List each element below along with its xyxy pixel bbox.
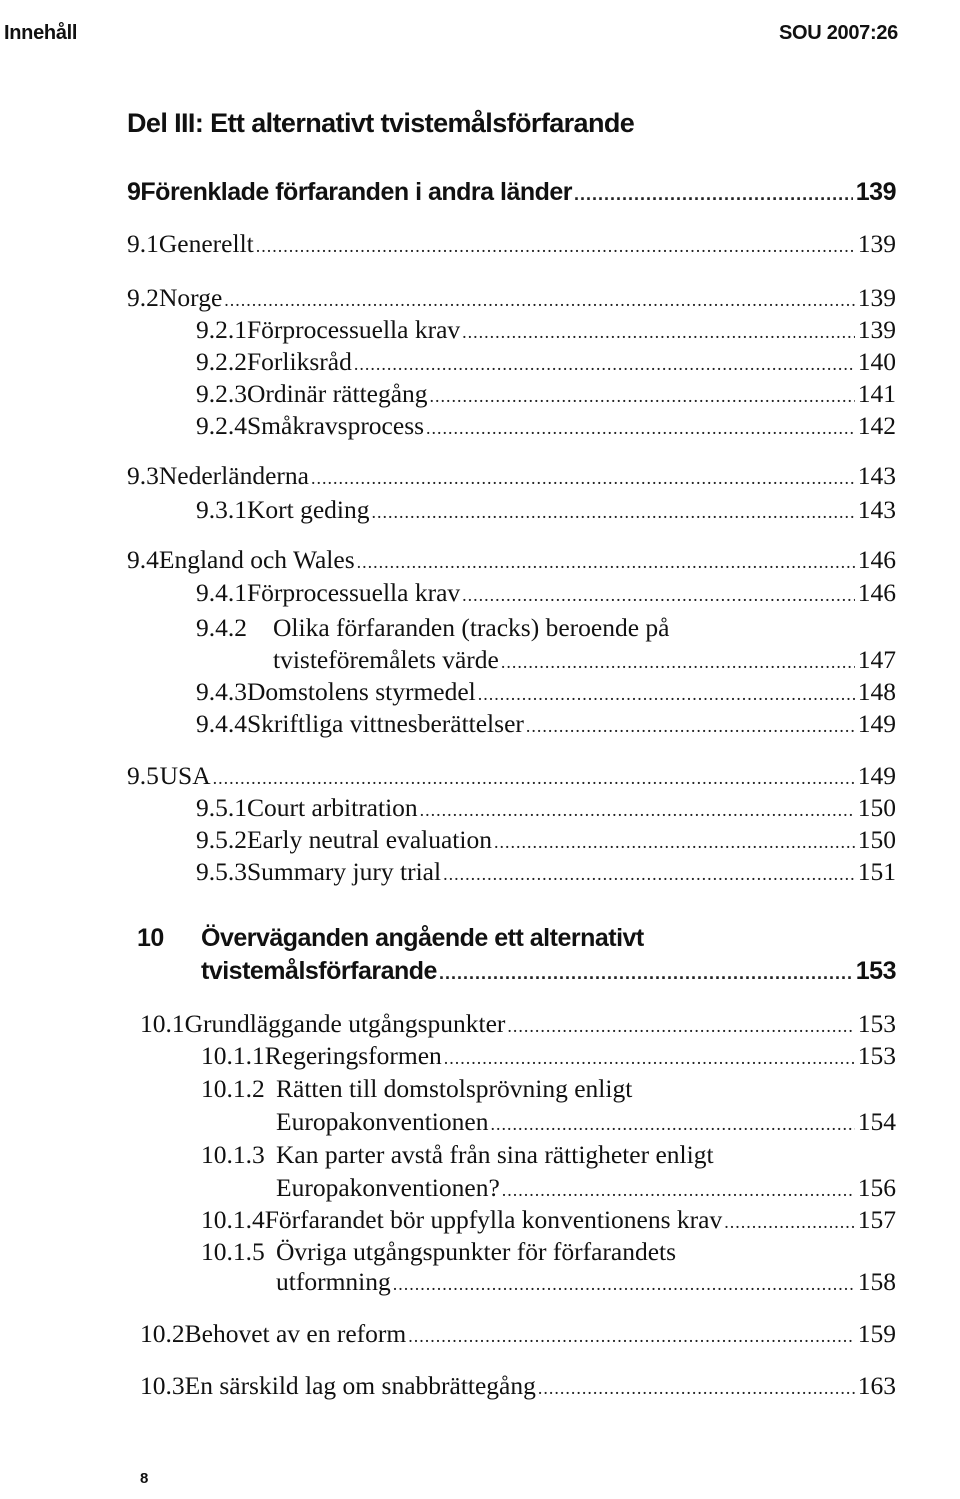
leader-dots — [443, 858, 855, 890]
page-number: 139 — [857, 283, 896, 312]
toc-entry-9-3[interactable] — [127, 460, 896, 494]
section-number: 10.1.1 — [201, 1041, 265, 1070]
section-number: 9.2.4 — [196, 411, 247, 440]
section-title: Early neutral evaluation — [247, 825, 492, 854]
page-number: 143 — [857, 461, 896, 490]
section-number: 9.1 — [127, 229, 159, 258]
section-number: 9.2.1 — [196, 315, 247, 344]
leader-dots — [354, 348, 855, 380]
section-number: 9.3.1 — [196, 495, 247, 524]
section-title: Förprocessuella krav — [247, 578, 461, 607]
section-title: USA — [159, 761, 211, 790]
leader-dots — [426, 412, 855, 444]
leader-dots — [490, 1108, 854, 1140]
page-number: 153 — [857, 1041, 896, 1070]
toc-chapter-10[interactable] — [201, 955, 896, 989]
section-number: 9.4 — [127, 545, 159, 574]
page-number: 154 — [857, 1107, 896, 1136]
section-title-line-1: Kan parter avstå från sina rättigheter enligt — [276, 1140, 714, 1169]
chapter-number: 9 — [127, 178, 141, 206]
toc-entry-9-2-4[interactable] — [196, 410, 896, 444]
toc-entry-10-1-2-first-line[interactable] — [201, 1073, 632, 1105]
page-number: 156 — [857, 1173, 896, 1202]
leader-dots — [462, 579, 855, 611]
toc-entry-10-1-5-first-line[interactable] — [201, 1236, 676, 1268]
section-number: 10.1.4 — [201, 1205, 265, 1234]
toc-entry-9-1[interactable] — [127, 228, 896, 262]
page-number: 141 — [857, 379, 896, 408]
section-number: 9.5.3 — [196, 857, 247, 886]
section-number: 9.5 — [127, 761, 159, 790]
section-title: Norge — [159, 283, 223, 312]
toc-entry-10-1-4[interactable] — [201, 1204, 896, 1238]
section-number: 10.1.5 — [201, 1237, 265, 1266]
toc-entry-9-2-2[interactable] — [196, 346, 896, 380]
section-title: tvisteföremålets värde — [273, 645, 499, 674]
section-number: 9.4.2 — [196, 613, 247, 642]
leader-dots — [501, 646, 855, 678]
chapter-title-line-1: Överväganden angående ett alternativt — [201, 924, 644, 952]
leader-dots — [574, 178, 853, 210]
section-number: 9.4.4 — [196, 709, 247, 738]
section-title-line-1: Rätten till domstolsprövning enligt — [276, 1074, 633, 1103]
toc-entry-9-2-3[interactable] — [196, 378, 896, 412]
chapter-title: Förenklade förfaranden i andra länder — [140, 178, 573, 206]
leader-dots — [213, 762, 855, 794]
leader-dots — [494, 826, 855, 858]
leader-dots — [408, 1320, 855, 1352]
section-title: Behovet av en reform — [184, 1319, 407, 1348]
section-number: 10.1 — [140, 1009, 185, 1038]
section-title: Skriftliga vittnesberättelser — [247, 709, 524, 738]
page-number: 151 — [857, 857, 896, 886]
toc-entry-10-1[interactable] — [140, 1008, 896, 1042]
toc-entry-10-3[interactable] — [140, 1370, 896, 1404]
leader-dots — [311, 462, 855, 494]
section-title: Förprocessuella krav — [247, 315, 461, 344]
page-number: 153 — [855, 957, 896, 985]
leader-dots — [526, 710, 855, 742]
section-title: Europakonventionen — [276, 1107, 489, 1136]
leader-dots — [430, 380, 855, 412]
leader-dots — [357, 546, 855, 578]
section-title: utformning — [276, 1267, 391, 1296]
section-title: Förfarandet bör uppfylla konventionens krav — [264, 1205, 723, 1234]
toc-entry-9-5-2[interactable] — [196, 824, 896, 858]
section-number: 9.4.1 — [196, 578, 247, 607]
section-title: Småkravsprocess — [247, 411, 425, 440]
leader-dots — [507, 1010, 854, 1042]
toc-entry-10-1-2[interactable] — [276, 1106, 896, 1140]
section-title: Grundläggande utgångspunkter — [184, 1009, 506, 1038]
section-number: 10.2 — [140, 1319, 185, 1348]
section-number: 9.2.3 — [196, 379, 247, 408]
section-title: Ordinär rättegång — [247, 379, 428, 408]
page-number: 146 — [857, 578, 896, 607]
chapter-title: tvistemålsförfarande — [201, 957, 437, 985]
toc-entry-10-2[interactable] — [140, 1318, 896, 1352]
toc-entry-10-1-5[interactable] — [276, 1266, 896, 1300]
page-number: 159 — [857, 1319, 896, 1348]
leader-dots — [538, 1372, 855, 1404]
leader-dots — [372, 496, 855, 528]
toc-entry-9-4-4[interactable] — [196, 708, 896, 742]
running-header-report-id: SOU 2007:26 — [779, 22, 898, 44]
section-number: 9.4.3 — [196, 677, 247, 706]
section-title-line-1: Övriga utgångspunkter för förfarandets — [276, 1237, 677, 1266]
page-number: 139 — [857, 315, 896, 344]
toc-entry-10-1-3-first-line[interactable] — [201, 1139, 714, 1171]
section-title: Regeringsformen — [264, 1041, 442, 1070]
leader-dots — [502, 1174, 855, 1206]
page-number: 142 — [857, 411, 896, 440]
toc-entry-9-4[interactable] — [127, 544, 896, 578]
section-title: England och Wales — [158, 545, 355, 574]
section-title: Summary jury trial — [247, 857, 442, 886]
toc-entry-10-1-3[interactable] — [276, 1172, 896, 1206]
page-number: 150 — [857, 793, 896, 822]
toc-entry-9-2-1[interactable] — [196, 314, 896, 348]
section-number: 9.2 — [127, 283, 159, 312]
toc-entry-9-5-1[interactable] — [196, 792, 896, 826]
toc-entry-9-4-2[interactable] — [273, 644, 896, 678]
page-number: 147 — [857, 645, 896, 674]
section-title: Kort geding — [247, 495, 370, 524]
page-number: 157 — [857, 1205, 896, 1234]
section-title: Forliksråd — [247, 347, 352, 376]
page-number: 153 — [857, 1009, 896, 1038]
toc-chapter-10-first-line[interactable] — [137, 922, 644, 954]
page-number: 139 — [857, 229, 896, 258]
leader-dots — [224, 284, 854, 316]
toc-entry-9-5[interactable] — [127, 760, 896, 794]
section-title: Domstolens styrmedel — [247, 677, 476, 706]
page-number: 148 — [857, 677, 896, 706]
section-title: Generellt — [158, 229, 254, 258]
leader-dots — [478, 678, 855, 710]
section-number: 9.3 — [127, 461, 159, 490]
page-number: 146 — [857, 545, 896, 574]
section-number: 10.1.2 — [201, 1074, 265, 1103]
part-title: Del III: Ett alternativt tvistemålsförfarande — [127, 108, 635, 138]
page-number: 149 — [857, 709, 896, 738]
leader-dots — [444, 1042, 855, 1074]
section-title-line-1: Olika förfaranden (tracks) beroende på — [273, 613, 670, 642]
section-number: 9.2.2 — [196, 347, 247, 376]
section-title: Europakonventionen? — [276, 1173, 500, 1202]
page-number: 143 — [857, 495, 896, 524]
section-number: 10.1.3 — [201, 1140, 265, 1169]
section-title: En särskild lag om snabbrättegång — [184, 1371, 536, 1400]
toc-chapter-9[interactable] — [127, 176, 896, 210]
chapter-number: 10 — [137, 924, 164, 952]
toc-entry-9-4-3[interactable] — [196, 676, 896, 710]
section-number: 9.5.2 — [196, 825, 247, 854]
leader-dots — [256, 230, 855, 262]
page-number: 140 — [857, 347, 896, 376]
page-number: 149 — [857, 761, 896, 790]
leader-dots — [439, 957, 853, 989]
page-number: 158 — [857, 1267, 896, 1296]
leader-dots — [724, 1206, 855, 1238]
running-header-section: Innehåll — [4, 22, 78, 44]
page-number: 139 — [855, 178, 896, 206]
leader-dots — [462, 316, 855, 348]
toc-entry-9-2[interactable] — [127, 282, 896, 316]
toc-entry-9-4-1[interactable] — [196, 577, 896, 611]
section-title: Court arbitration — [247, 793, 418, 822]
toc-entry-9-4-2-first-line[interactable] — [196, 612, 669, 644]
section-number: 10.3 — [140, 1371, 185, 1400]
page-number: 163 — [857, 1371, 896, 1400]
leader-dots — [420, 794, 855, 826]
section-title: Nederländerna — [158, 461, 309, 490]
toc-entry-9-5-3[interactable] — [196, 856, 896, 890]
leader-dots — [393, 1268, 855, 1300]
page-number-footer: 8 — [140, 1470, 149, 1487]
page-number: 150 — [857, 825, 896, 854]
section-number: 9.5.1 — [196, 793, 247, 822]
toc-entry-10-1-1[interactable] — [201, 1040, 896, 1074]
toc-entry-9-3-1[interactable] — [196, 494, 896, 528]
